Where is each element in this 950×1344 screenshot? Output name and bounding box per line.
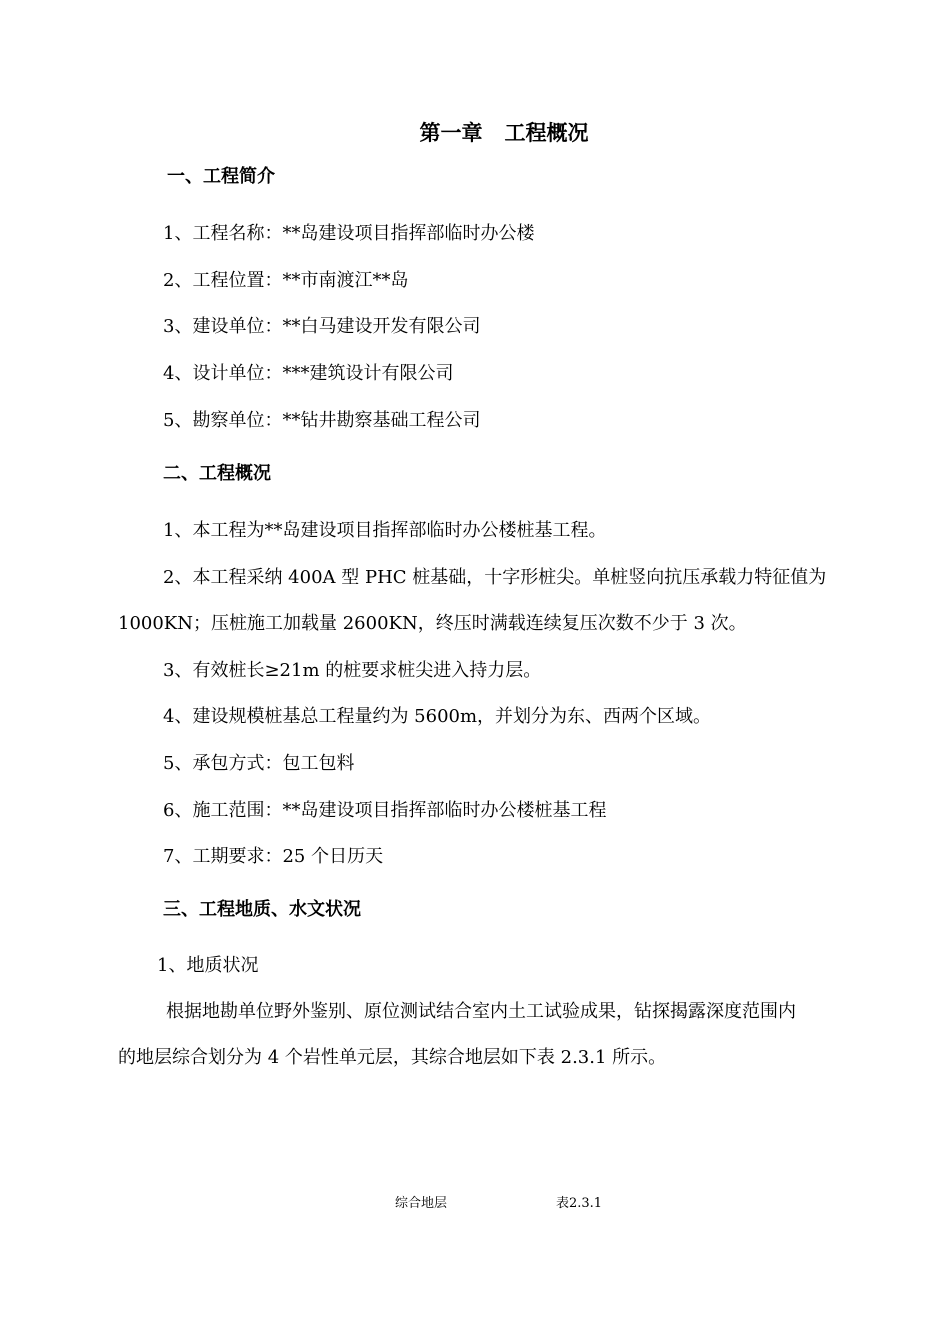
overview-item-2-line-2: 1000KN；压桩施工加载量 2600KN，终压时满载连续复压次数不少于 3 次。 [118,613,747,634]
intro-item-builder: 3、建设单位：**白马建设开发有限公司 [163,316,481,337]
overview-item-4: 4、建设规模桩基总工程量约为 5600m，并划分为东、西两个区域。 [163,706,712,727]
intro-item-surveyor: 5、勘察单位：**钻井勘察基础工程公司 [163,410,481,431]
intro-item-designer: 4、设计单位：***建筑设计有限公司 [163,363,454,384]
section-heading-overview: 二、工程概况 [163,463,271,484]
overview-item-2-line-1: 2、本工程采纳 400A 型 PHC 桩基础，十字形桩尖。单桩竖向抗压承载力特征值为 [163,567,827,588]
section-heading-intro: 一、工程简介 [167,166,275,187]
geology-paragraph-line-1: 根据地勘单位野外鉴别、原位测试结合室内土工试验成果，钻探揭露深度范围内 [166,1001,796,1022]
table-caption-name: 综合地层 [395,1196,448,1211]
intro-item-name: 1、工程名称：**岛建设项目指挥部临时办公楼 [163,223,535,244]
chapter-title: 第一章 工程概况 [419,120,589,145]
overview-item-7: 7、工期要求：25 个日历天 [163,846,384,867]
overview-item-3: 3、有效桩长≥21m 的桩要求桩尖进入持力层。 [163,660,542,681]
intro-item-location: 2、工程位置：**市南渡江**岛 [163,270,409,291]
section-heading-geology: 三、工程地质、水文状况 [163,899,361,920]
table-caption-number: 表2.3.1 [556,1196,603,1211]
overview-item-1: 1、本工程为**岛建设项目指挥部临时办公楼桩基工程。 [163,520,607,541]
geology-subheading: 1、地质状况 [157,955,259,976]
overview-item-5: 5、承包方式：包工包料 [163,753,355,774]
geology-paragraph-line-2: 的地层综合划分为 4 个岩性单元层，其综合地层如下表 2.3.1 所示。 [118,1047,667,1068]
overview-item-6: 6、施工范围：**岛建设项目指挥部临时办公楼桩基工程 [163,800,607,821]
